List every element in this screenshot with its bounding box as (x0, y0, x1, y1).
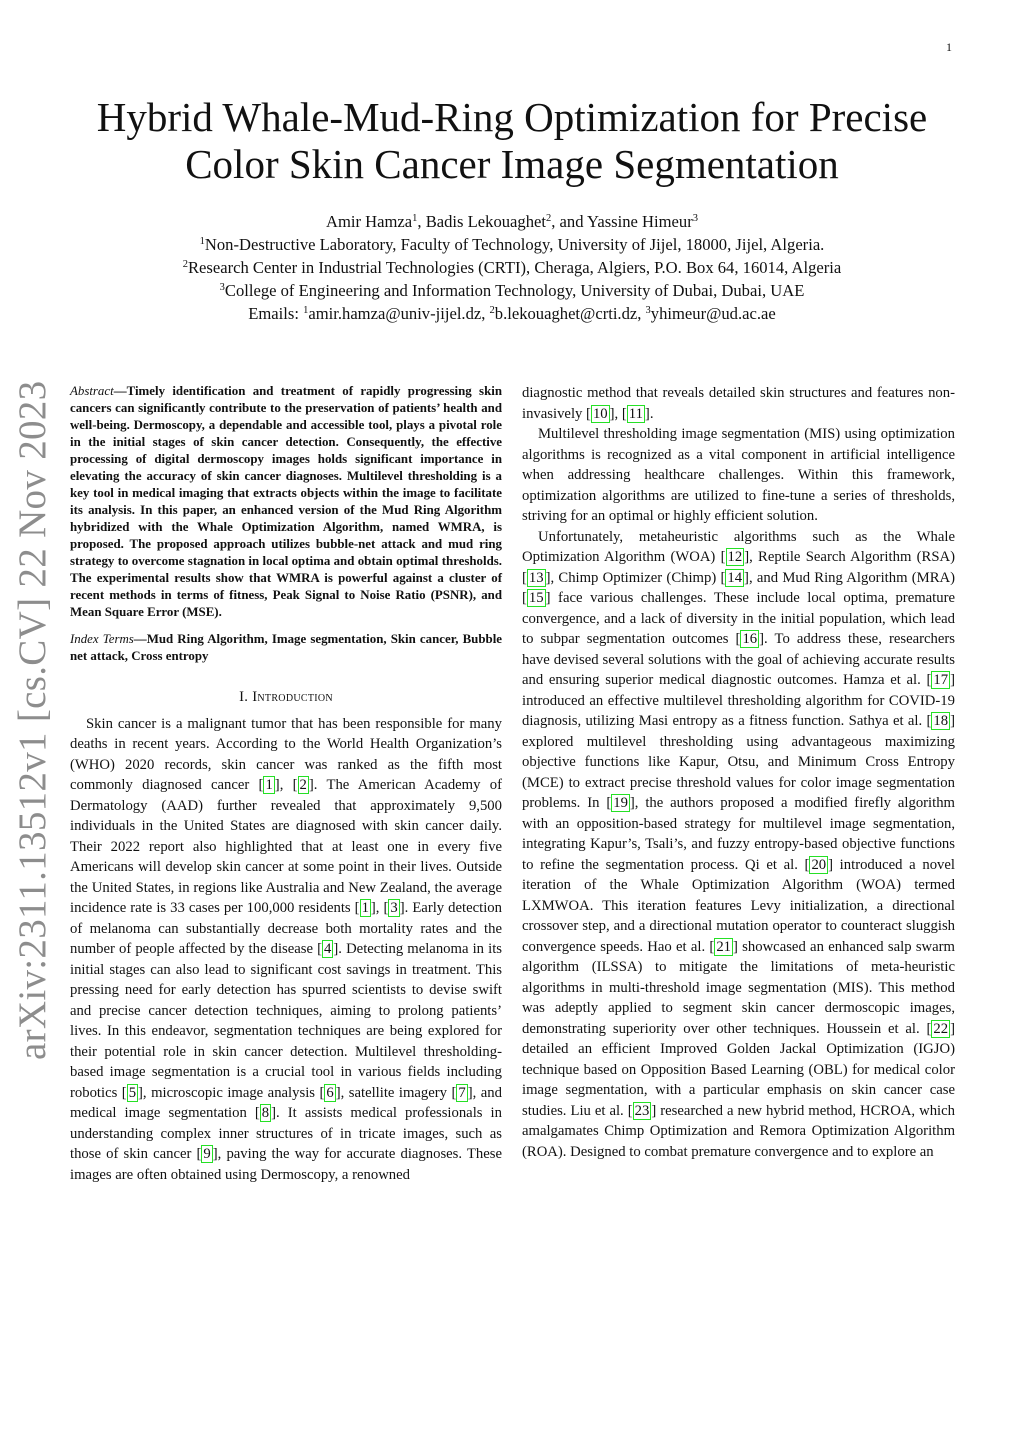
citation-link[interactable]: 19 (613, 795, 628, 811)
affiliation-marker: 3 (219, 282, 225, 293)
citation-link[interactable]: 3 (390, 900, 398, 916)
citation-link[interactable]: 9 (203, 1146, 211, 1162)
citation-link[interactable]: 12 (727, 549, 743, 565)
affiliation-marker: 3 (692, 213, 698, 224)
citation-link[interactable]: 11 (628, 405, 643, 422)
citation-link[interactable]: 23 (634, 1102, 650, 1119)
affiliation-marker: 1 (412, 213, 418, 224)
section-heading-introduction: I. Introduction (239, 689, 333, 705)
citation-link[interactable]: 4 (324, 941, 332, 957)
abstract-label: Abstract (70, 384, 114, 398)
body-paragraph: diagnostic method that reveals detailed skin structures and features non-invasively [ 10 ], [ 11 ]. (522, 385, 955, 422)
affiliation-text: Non-Destructive Laboratory, Faculty of Technology, University of Jijel, 18000, Jijel, Algeria. (204, 235, 825, 254)
citation-link[interactable]: 16 (742, 631, 758, 647)
citation-link[interactable]: 8 (261, 1105, 270, 1121)
citation-link[interactable]: 1 (361, 900, 369, 916)
index-terms-label: Index Terms (70, 632, 134, 646)
title-line-1: Hybrid Whale-Mud-Ring Optimization for Precise (96, 94, 928, 140)
affiliations (60, 233, 964, 302)
citation-link[interactable]: 2 (299, 777, 307, 793)
left-column (70, 383, 502, 1185)
citation-link[interactable]: 22 (933, 1020, 949, 1037)
arxiv-identifier-stamp[interactable]: arXiv:2311.13512v1 [cs.CV] 22 Nov 2023 (11, 380, 54, 1060)
affiliation-marker: 1 (303, 305, 309, 316)
email-address[interactable]: b.lekouaghet@crti.dz, (494, 304, 646, 323)
author-name: Badis Lekouaghet (425, 212, 546, 231)
body-paragraph: Skin cancer is a malignant tumor that has been responsible for many deaths in recent years. According to the World Health Organization’s (WHO) 2020 records, skin cancer was ranked as the fifth most commonly diagnosed cancer [ 1 ], [ 2 ]. The American Academy of Dermatology (AAD) further revealed that approximately 9,500 individuals in the United States are diagnosed with skin cancer daily. Their 2022 report also highlighted that at least one in every five Americans will develop skin cancer at some point in their lives. Outside the United States, in regions like Australia and New Zealand, the average incidence rate is 33 cases per 100,000 residents [ 1 ], [ 3 ]. Early detection of melanoma can substantially decrease both mortality rates and the number of people affected by the disease [ 4 ]. Detecting melanoma in its initial stages can also lead to significant cost savings in treatment. This pressing need for early detection has spurred scientists to devise swift and precise cancer detection techniques, aiming to prolong patients’ lives. In this endeavor, segmentation techniques are being explored for their potential role in skin cancer detection. Multilevel thresholding-based image segmentation is a crucial tool in various fields including robotics [ 5 ], microscopic image analysis [ 6 ], satellite imagery [ 7 ], and medical image segmentation [ 8 ]. It assists medical professionals in understanding complex inner structures of in tricate images, such as those of skin cancer [ 9 ], paving the way for accurate diagnoses. These images are often obtained using Dermoscopy, a renowned (70, 715, 502, 1183)
affiliation-marker: 2 (489, 305, 495, 316)
citation-link[interactable]: 6 (326, 1084, 334, 1101)
author-emails (60, 302, 964, 325)
left-body-text (70, 714, 502, 1186)
affiliation-line (60, 256, 964, 279)
citation-link[interactable]: 13 (528, 569, 544, 586)
right-column (522, 383, 955, 1162)
title-line-2: Color Skin Cancer Image Segmentation (185, 141, 839, 187)
citation-link[interactable]: 21 (716, 938, 732, 955)
author-name: Amir Hamza (325, 212, 413, 231)
page-number: 1 (946, 40, 952, 54)
emails-label: Emails: (248, 304, 304, 323)
citation-link[interactable]: 17 (933, 672, 949, 688)
citation-link[interactable]: 15 (528, 590, 544, 606)
email-address[interactable]: amir.hamza@univ-jijel.dz, (308, 304, 490, 323)
affiliation-line (60, 279, 964, 302)
affiliation-marker: 2 (545, 213, 552, 224)
affiliation-line (60, 233, 964, 256)
body-paragraph: Unfortunately, metaheuristic algorithms such as the Whale Optimization Algorithm (WOA) [ 12 ], Reptile Search Algorithm (RSA) [ 13 ], Chimp Optimizer (Chimp) [ 14 ], and Mud Ring Algorithm (MRA) [ 15 ] face various challenges. These include local optima, premature convergence, and a lack of diversity in the initial population, which lead to subpar segmentation outcomes [ 16 ]. To address these, researchers have devised several solutions with the goal of achieving accurate results and ensuring superior medical diagnostic outcomes. Hamza et al. [ 17 ] introduced an effective multilevel thresholding algorithm for COVID-19 diagnosis, utilizing Masi entropy as a fitness function. Sathya et al. [ 18 ] explored multilevel thresholding using advantageous maximizing objective functions like Kapur, Otsu, and Minimum Cross Entropy (MCE) to extract precise threshold values for color image segmentation problems. In [ 19 ], the authors proposed a modified firefly algorithm with an opposition-based strategy for multilevel image segmentation, integrating Kapur’s, Tsali’s, and fuzzy entropy-based objective functions to refine the segmentation process. Qi et al. [ 20 ] introduced a novel iteration of the Whale Optimization Algorithm (WOA) termed LXMWOA. This iteration features Levy initialization, a directional crossover step, and a directional mutation operator to counteract sluggish convergence speeds. Hao et al. [ 21 ] showcased an enhanced salp swarm algorithm (ILSSA) to mitigate the limitations of meta-heuristic algorithms in multi-threshold image segmentation (MIS). This method was adeptly applied to segment skin cancer dermoscopic images, demonstrating superiority over other techniques. Houssein et al. [ 22 ] detailed an efficient Improved Golden Jackal Optimization (IGJO) technique based on Opposition Based Learning (OBL) for medical color image segmentation, with a particular emphasis on skin cancer case studies. Liu et al. [ 23 ] researched a new hybrid method, HCROA, which amalgamates Chimp Optimization and Remora Optimization Algorithm (ROA). Designed to combat premature convergence and to explore an (522, 528, 956, 1160)
right-body-text (522, 383, 955, 1162)
abstract (70, 383, 502, 621)
citation-link[interactable]: 5 (128, 1084, 137, 1101)
author-names: Amir Hamza$^1$, Badis Lekouaghet$^2$, and Yassine Himeur$^3$ (325, 212, 698, 231)
affiliation-marker: 2 (182, 259, 188, 270)
affiliation-text: College of Engineering and Information Technology, University of Dubai, Dubai, UAE (224, 281, 805, 300)
citation-link[interactable]: 7 (458, 1084, 466, 1101)
abstract-text: —Timely identification and treatment of rapidly progressing skin cancers can significantly contribute to the preservation of patients’ health and well-being. Dermoscopy, a dependable and accessible tool, plays a pivotal role in the initial stages of skin cancer detection. Consequently, the effective processing of digital dermoscopy images holds significant importance in elevating the accuracy of skin cancer diagnoses. Multilevel thresholding is a key tool in medical imaging that extracts objects within the image to facilitate its analysis. In this paper, an enhanced version of the Mud Ring Algorithm hybridized with the Whale Optimization Algorithm, named WMRA, is proposed. The proposed approach utilizes bubble-net attack and mud ring strategy to overcome stagnation in local optima and obtain optimal thresholds. The experimental results show that WMRA is powerful against a cluster of recent methods in terms of fitness, Peak Signal to Noise Ratio (PSNR), and Mean Square Error (MSE). (70, 384, 502, 619)
citation-link[interactable]: 18 (933, 713, 949, 729)
affiliation-marker: 3 (645, 305, 651, 316)
citation-link[interactable]: 1 (265, 777, 273, 793)
index-terms-text: —Mud Ring Algorithm, Image segmentation, Skin cancer, Bubble net attack, Cross entropy (70, 632, 502, 663)
affiliation-text: Research Center in Industrial Technologies (CRTI), Cheraga, Algiers, P.O. Box 64, 16014, Algeria (187, 258, 842, 277)
affiliation-marker: 1 (199, 236, 205, 247)
citation-link[interactable]: 20 (811, 856, 827, 873)
email-address[interactable]: yhimeur@ud.ac.ae (650, 304, 776, 323)
paper-title (60, 94, 964, 188)
citation-link[interactable]: 14 (727, 569, 743, 586)
author-name: Yassine Himeur (587, 212, 693, 231)
author-block (60, 210, 964, 325)
citation-link[interactable]: 10 (592, 405, 608, 422)
index-terms (70, 631, 502, 665)
body-paragraph: Multilevel thresholding image segmentation (MIS) using optimization algorithms is recognized as a vital component in artificial intelligence when addressing healthcare challenges. Within this framework, optimization algorithms are utilized to fine-tune a series of thresholds, striving for an optimal or highly efficient solution. (522, 426, 955, 524)
